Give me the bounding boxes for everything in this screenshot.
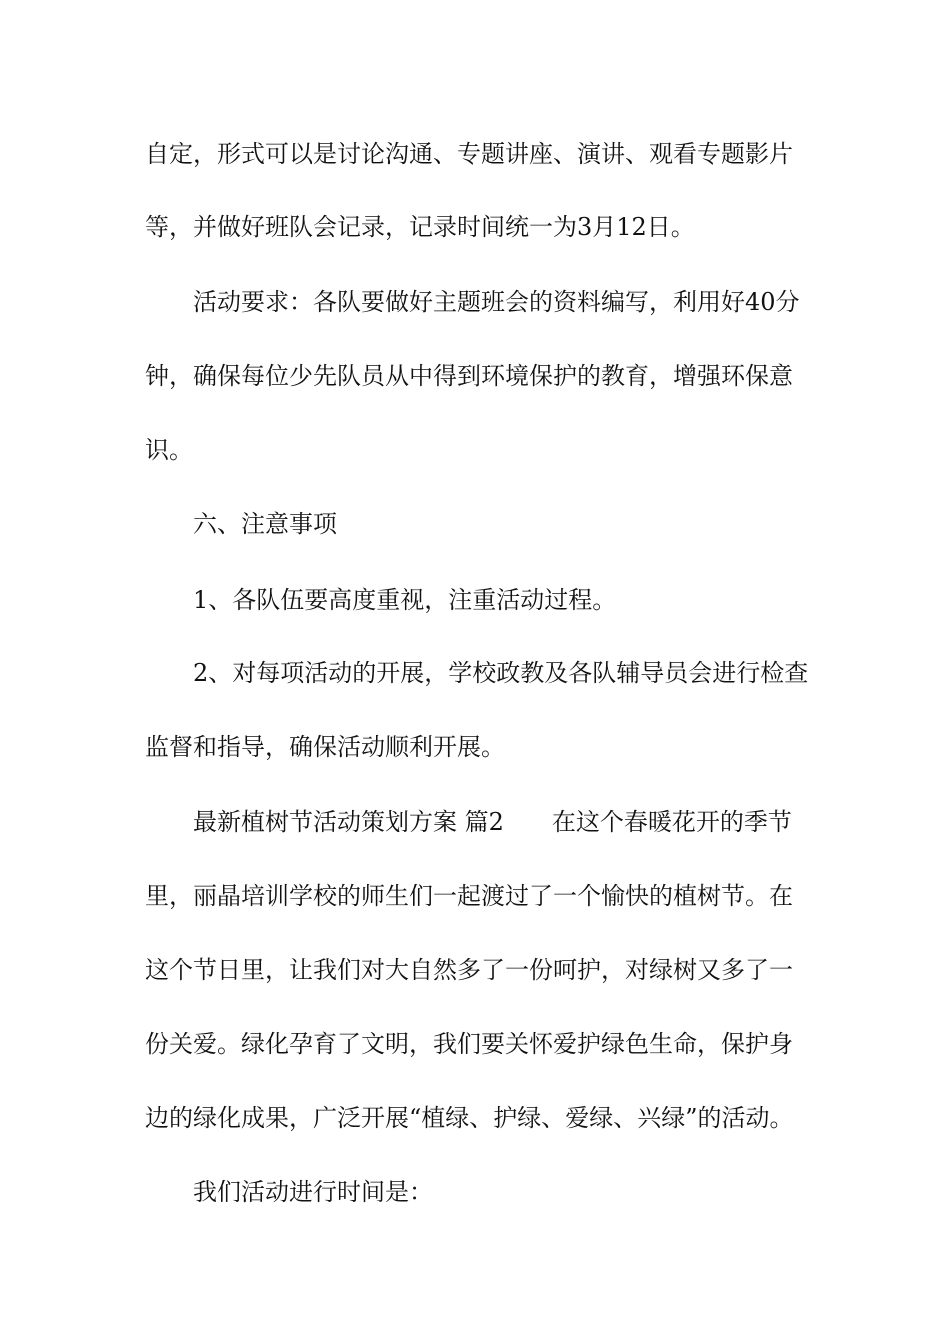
article-intro: 在这个春暖花开的季节	[551, 808, 792, 836]
text-line-10	[193, 806, 792, 838]
text-line-13: 份关爱。绿化孕育了文明，我们要关怀爱护绿色生命，保护身	[145, 1030, 793, 1058]
text-line-5: 识。	[145, 436, 193, 464]
text-line-4: 钟，确保每位少先队员从中得到环境保护的教育，增强环保意	[145, 362, 793, 390]
text-line-2: 等，并做好班队会记录，记录时间统一为3月12日。	[145, 213, 695, 241]
text-line-9: 监督和指导，确保活动顺利开展。	[145, 733, 505, 761]
article-title: 最新植树节活动策划方案 篇2	[193, 808, 504, 836]
text-line-1: 自定，形式可以是讨论沟通、专题讲座、演讲、观看专题影片	[145, 140, 793, 168]
text-line-12: 这个节日里，让我们对大自然多了一份呵护，对绿树又多了一	[145, 956, 793, 984]
text-line-11: 里，丽晶培训学校的师生们一起渡过了一个愉快的植树节。在	[145, 882, 793, 910]
section-heading: 六、注意事项	[193, 510, 337, 538]
text-line-8: 2、对每项活动的开展，学校政教及各队辅导员会进行检查	[193, 659, 809, 687]
text-line-7: 1、各队伍要高度重视，注重活动过程。	[193, 586, 617, 614]
text-line-14: 边的绿化成果，广泛开展“植绿、护绿、爱绿、兴绿”的活动。	[145, 1104, 794, 1132]
text-line-15: 我们活动进行时间是：	[193, 1178, 433, 1206]
text-line-3: 活动要求：各队要做好主题班会的资料编写，利用好40分	[193, 288, 800, 316]
